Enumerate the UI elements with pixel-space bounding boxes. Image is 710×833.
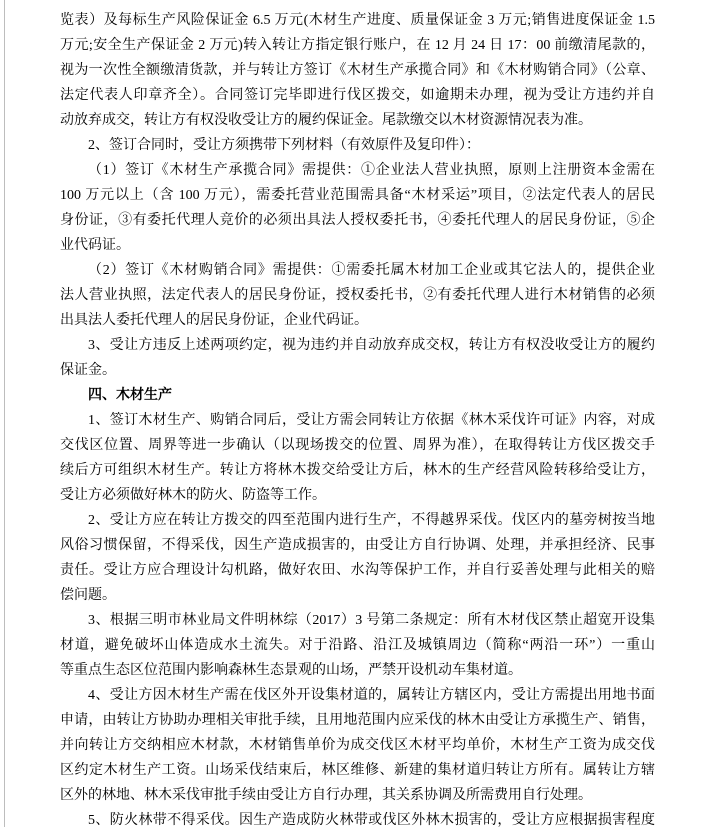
doc-line: 区外的林地、林木采伐审批手续由受让方自行办理，其关系协调及所需费用自行处理。 <box>60 788 592 803</box>
doc-line: 法定代表人印章齐全）。合同签订完毕即进行伐区拨交，如逾期未办理，视为受让方违约并自 <box>60 88 655 103</box>
doc-line: 保证金。 <box>60 363 116 378</box>
doc-line: 业代码证。 <box>60 238 130 253</box>
doc-line: 等重点生态区位范围内影响森林生态景观的山场，严禁开设机动车集材道。 <box>60 663 522 678</box>
doc-line: 身份证，③有委托代理人竞价的必须出具法人授权委托书，④委托代理人的居民身份证，⑤企 <box>60 213 655 228</box>
doc-line: （1）签订《木材生产承揽合同》需提供：①企业法人营业执照，原则上注册资本金需在 <box>88 163 655 178</box>
document-page <box>60 8 655 833</box>
doc-line: 万元;安全生产保证金 2 万元)转入转让方指定银行账户，在 12 月 24 日 17：00 前缴清尾款的， <box>60 38 655 53</box>
doc-line: 受让方必须做好林木的防火、防盗等工作。 <box>60 488 326 503</box>
doc-line: 1、签订木材生产、购销合同后，受让方需会同转让方依据《林木采伐许可证》内容，对成 <box>88 413 655 428</box>
doc-line: 5、防火林带不得采伐。因生产造成防火林带或伐区外林木损害的，受让方应根据损害程度 <box>88 813 655 828</box>
doc-line: 2、受让方应在转让方拨交的四至范围内进行生产，不得越界采伐。伐区内的墓旁树按当地 <box>88 513 655 528</box>
doc-line: 2、签订合同时，受让方须携带下列材料（有效原件及复印件）： <box>88 138 480 153</box>
doc-line: 视为一次性全额缴清货款，并与转让方签订《木材生产承揽合同》和《木材购销合同》（公章、 <box>60 63 655 78</box>
doc-line: 3、受让方违反上述两项约定，视为违约并自动放弃成交权，转让方有权没收受让方的履约 <box>88 338 655 353</box>
doc-line: 100 万元以上（含 100 万元），需委托营业范围需具备“木材采运”项目，②法定代表人的居民 <box>60 188 655 203</box>
section-heading: 四、木材生产 <box>88 388 172 403</box>
doc-line: 览表）及每标生产风险保证金 6.5 万元(木材生产进度、质量保证金 3 万元;销售进度保证金 1.5 <box>60 13 655 28</box>
doc-line: 法人营业执照，法定代表人的居民身份证，授权委托书，②有委托代理人进行木材销售的必须 <box>60 288 655 303</box>
doc-line: 偿问题。 <box>60 588 116 603</box>
doc-line: 材道，避免破坏山体造成水土流失。对于沿路、沿江及城镇周边（简称“两沿一环”）一重山 <box>60 638 655 653</box>
doc-line: 续后方可组织木材生产。转让方将林木拨交给受让方后，林木的生产经营风险转移给受让方， <box>60 463 655 478</box>
page-edge-line <box>4 0 5 827</box>
doc-line: 并向转让方交纳相应木材款，木材销售单价为成交伐区木材平均单价，木材生产工资为成交伐 <box>60 738 655 753</box>
doc-line: 3、根据三明市林业局文件明林综（2017）3 号第二条规定：所有木材伐区禁止超宽开设集 <box>88 613 655 628</box>
doc-line: 申请，由转让方协助办理相关审批手续，且用地范围内应采伐的林木由受让方承揽生产、销售， <box>60 713 655 728</box>
doc-line: （2）签订《木材购销合同》需提供：①需委托属木材加工企业或其它法人的，提供企业 <box>88 263 655 278</box>
doc-line: 风俗习惯保留，不得采伐，因生产造成损害的，由受让方自行协调、处理，并承担经济、民事 <box>60 538 655 553</box>
doc-line: 交伐区位置、周界等进一步确认（以现场拨交的位置、周界为准），在取得转让方伐区拨交手 <box>60 438 655 453</box>
doc-line: 出具法人委托代理人的居民身份证，企业代码证。 <box>60 313 368 328</box>
doc-line: 责任。受让方应合理设计勾机路，做好农田、水沟等保护工作，并自行妥善处理与此相关的赔 <box>60 563 655 578</box>
doc-line: 4、受让方因木材生产需在伐区外开设集材道的，属转让方辖区内，受让方需提出用地书面 <box>88 688 655 703</box>
doc-line: 动放弃成交，转让方有权没收受让方的履约保证金。尾款缴交以木材资源情况表为准。 <box>60 113 592 128</box>
doc-line: 区约定木材生产工资。山场采伐结束后，林区维修、新建的集材道归转让方所有。属转让方辖 <box>60 763 655 778</box>
